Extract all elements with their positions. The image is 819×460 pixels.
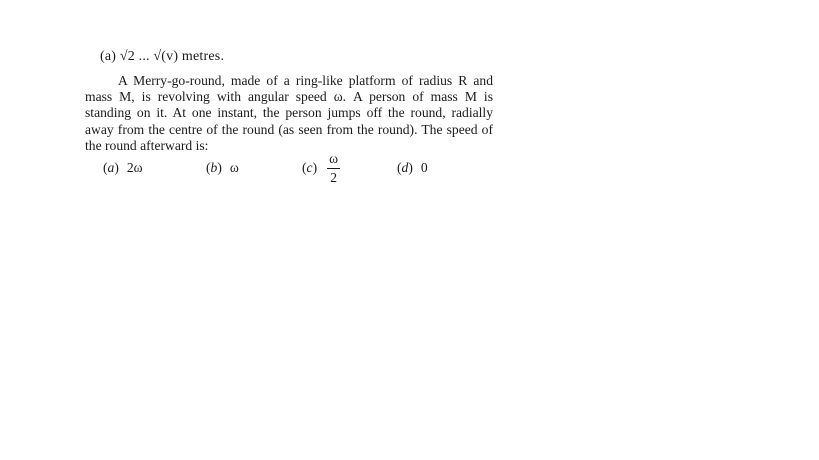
option-c-label: (c) [302,160,318,175]
question-text: A Merry-go-round, made of a ring-like platform of radius R and mass M, is revolving with angular speed ω. A person of mass M is standing on it. At one instant, the person jumps off the round, radially away from the centre of the round (as seen from the round). The speed of the round afterward is: [85,73,493,153]
option-c-denominator: 2 [330,169,337,185]
answer-options [103,150,523,186]
option-b[interactable] [206,150,239,186]
option-a-label: (a) [103,160,119,175]
option-c-numerator: ω [327,152,340,169]
option-a-value: 2ω [126,160,143,175]
previous-question-text: (a) √2 ... √(v) metres. [100,49,225,64]
option-b-label: (b) [206,160,222,175]
option-c-fraction [327,152,340,185]
previous-question-fragment [100,49,300,70]
option-d-value: 0 [420,160,428,175]
option-c[interactable] [302,150,340,186]
option-a[interactable] [103,150,143,186]
option-d[interactable] [397,150,428,186]
option-b-value: ω [229,160,239,175]
option-d-label: (d) [397,160,413,175]
